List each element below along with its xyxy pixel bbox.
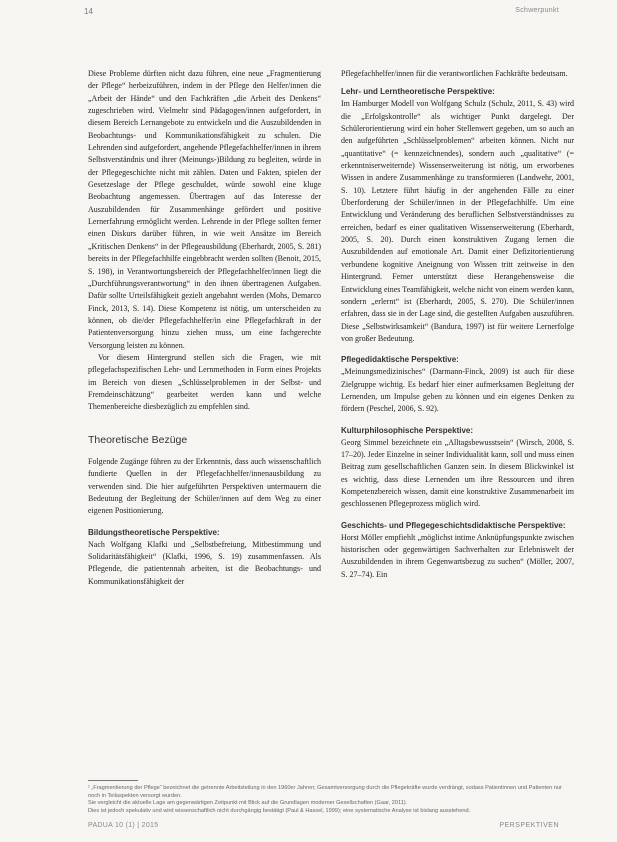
subsection-text: Georg Simmel bezeichnete ein „Alltagsbewusstsein“ (Wirsch, 2008, S. 17–20). Jeder Einzelne in seiner Individualität kann, soll und muss einen Beitrag zum gesellschaftlichen Ganzen sein. In diesem Blickwinkel ist es wichtig, dass diese Lernenden um ihre Ressourcen und ihren Kompetenzbereich wissen, damit eine konstruktive Zusammenarbeit im geschlossenen Pflegeprozess möglich wird. — [341, 437, 574, 509]
journal-footer: PADUA 10 (1) | 2015 — [88, 822, 159, 829]
subsection-heading: Pflegedidaktische Perspektive: — [341, 355, 459, 365]
subsection-heading: Geschichts- und Pflegegeschichtsdidaktische Perspektive: — [341, 520, 566, 530]
section-heading: Theoretische Bezüge — [88, 433, 188, 446]
body-paragraph: Vor diesem Hintergrund stellen sich die Fragen, wie mit pflegefachspezifischen Lehr- und Lernmethoden in Form eines Projekts im Bereich von diesen „Schlüsselproblemen in der Selbst- und Fremdeinschätzung“ gearbeitet werden kann und welche Themenbereiche diesbezüglich zu empfehlen sind. — [88, 352, 321, 412]
subsection-text: Horst Möller empfiehlt „möglichst intime Anknüpfungspunkte zwischen historischen oder gegenwärtigen Sachverhalten zur Erlebniswelt der Auszubildenden in ihrem Gegenwartsbezug zu suchen“ (Möller, 2007, S. 27–74). Ein — [341, 532, 574, 579]
body-paragraph: Diese Probleme dürften nicht dazu führen, eine neue „Fragmentierung der Pflege“ herbeizuführen, indem in der Pflege den Helfer/innen die „Arbeit der Hände“ und den Fachkräften „die Arbeit des Denkens“ zugeschrieben wird. Vielmehr sind Pädagogen/innen aufgefordert, in diesem Bereich Lernangebote zu entwickeln und die Auszubildenden in Beobachtungs- und Kommunikationsfähigkeit zu schulen. Die Lehrenden sind aufgefordert, angehende Pflegefachhelfer/innen in ihrem Selbstverständnis und ihrer (Meinungs-)Bildung zu begleiten, würde in der Pflegegeschichte nicht mit zählen. Daten und Fakten, spielen der Gesetzeslage der Pflege geschuldet, würde sowohl eine kluge Beobachtung angemessen. Übertragen auf das Interesse der Auszubildenden für Zusammenhänge gefördert und positive Lernerfahrung ermöglicht werden. Lehrende in der Pflege sollten ferner einen Diskurs darüber führen, in wie weit Ansätze im Bereich „Kritischen Denkens“ in der Pflegeausbildung (Eberhardt, 2005, S. 281) bereits in der Pflegefachhilfe eingebbracht werden sollten (Benoit, 2015, S. 198), in Verantwortungsbereich der Pflegefachhelfer/innen liegt die „Durchführungsverantwortung“ in den ihnen übertragenen Aufgaben. Dafür sollte Urteilsfähigkeit gezielt angebahnt werden (Mohs, Demarco Finck, 2013, S. 14). Diese Kompetenz ist nötig, um unterscheiden zu können, ob die/der Pflegefachhelfer/in eine Pflegefachkraft in der Patientenversorgung hinzu ziehen muss, um eine fachgerechte Versorgung leisten zu können. — [88, 69, 322, 350]
footnote: Dies ist jedoch spekulativ und wird wissenschaftlich nicht durchgängig bestätigt (Paul & Hassel, 1999); eine systematische Analyse ist bislang ausstehend. — [88, 807, 471, 814]
subsection-heading: Kulturphilosophische Perspektive: — [341, 425, 474, 435]
section-intro: Folgende Zugänge führen zu der Erkenntnis, dass auch wissenschaftlich fundierte Quellen in der Pflegefachhelfer/innenausbildung zu verwenden sind. Die hier aufgeführten Perspektiven untermauern die Bedeutung der Begleitung der Schüler/innen auf dem Weg zu einer eigenen Positionierung. — [88, 456, 321, 516]
subsection-text: „Meinungsmedizinisches“ (Darmann-Finck, 2009) ist auch für diese Zielgruppe wichtig. Es bedarf hier einer aufmerksamen Begleitung der Lernenden, um Impulse geben zu können und ein eigenes Denken zu fördern (Peschel, 2006, S. 92). — [341, 367, 574, 414]
subsection-text: Im Hamburger Modell von Wolfgang Schulz (Schulz, 2011, S. 43) wird die „Erfolgskontrolle“ als wichtiger Punkt dargelegt. Der Schülerorientierung wird ein hoher Stellenwert gegeben, um so auch an den aufgeführten „Schlüsselproblemen“ arbeiten können. Nicht nur „quantitative“ (= kennzeichnendes), sondern auch „qualitative“ (= erkenntniserweiternde) Wissenserweiterung ist nötig, um erworbenes Wissen in andere Zusammenhänge zu transformieren (Landwehr, 2001, S. 10). Letztere führt häufig in der angehenden Fälle zu einer Überforderung der Schüler/innen in der Pflegefachhilfe. Um eine Entwicklung und Veränderung des beruflichen Selbstverständnisses zu erreichen, bedarf es einer qualitativen Wissenserweiterung (Eberhardt, 2005, S. 20). Durch einen konstruktiven Zugang lernen die Auszubildenden auf emotionale Art. Damit einer Defizitorientierung verbundene kognitive Aneignung von Wissen tritt zeitweise in den Hintergrund. Ferner unterstützt diese Herangehensweise die Entwicklung eines Teamfähigkeit, welche nicht von einem werden kann, sondern „erlernt“ ist (Eberhardt, 2005, S. 270). Die Schüler/innen erfahren, dass sie in der Lage sind, die gestellten Aufgaben auszuführen. Diese „Selbstwirksamkeit“ (Bandura, 1997) ist für weitere Lernerfolge von großer Bedeutung. — [341, 99, 574, 343]
running-header: Schwerpunkt — [515, 7, 559, 14]
footnote: Sie vergleicht die aktuelle Lage am gegenwärtigen Zeitpunkt mit Blick auf die Grundlagen moderner Gesellschaften (Gaar, 2011). — [88, 800, 408, 807]
subsection-heading: Lehr- und Lerntheoretische Perspektive: — [341, 87, 495, 97]
left-column — [88, 68, 321, 588]
page-number: 14 — [84, 7, 93, 16]
footnotes — [88, 785, 568, 815]
footnote: ¹ „Fragmentierung der Pflege“ bezeichnet die getrennte Arbeitsteilung in den 1960er Jahren; Gesamtversorgung durch die Pflegekräfte wurde verdrängt, sodass Patientinnen und Patienten nur noch in Teilaspekten versorgt wurden. — [88, 785, 562, 799]
right-column — [341, 68, 574, 581]
subsection-heading: Bildungstheoretische Perspektive: — [88, 527, 220, 537]
footnote-divider — [88, 780, 138, 781]
continued-text: Pflegefachhelfer/innen für die verantwortlichen Fachkräfte bedeutsam. — [341, 69, 568, 78]
journal-logo-text: PERSPEKTIVEN — [499, 822, 559, 829]
subsection-text: Nach Wolfgang Klafki und „Selbstbefreiung, Mitbestimmung und Solidaritätsfähigkeit“ (Klafki, 1996, S. 19) zusammenfassen. Als Pflegende, die patientennah arbeiten, ist die Beobachtungs- und Kommunikationsfähigkeit der — [88, 539, 321, 586]
